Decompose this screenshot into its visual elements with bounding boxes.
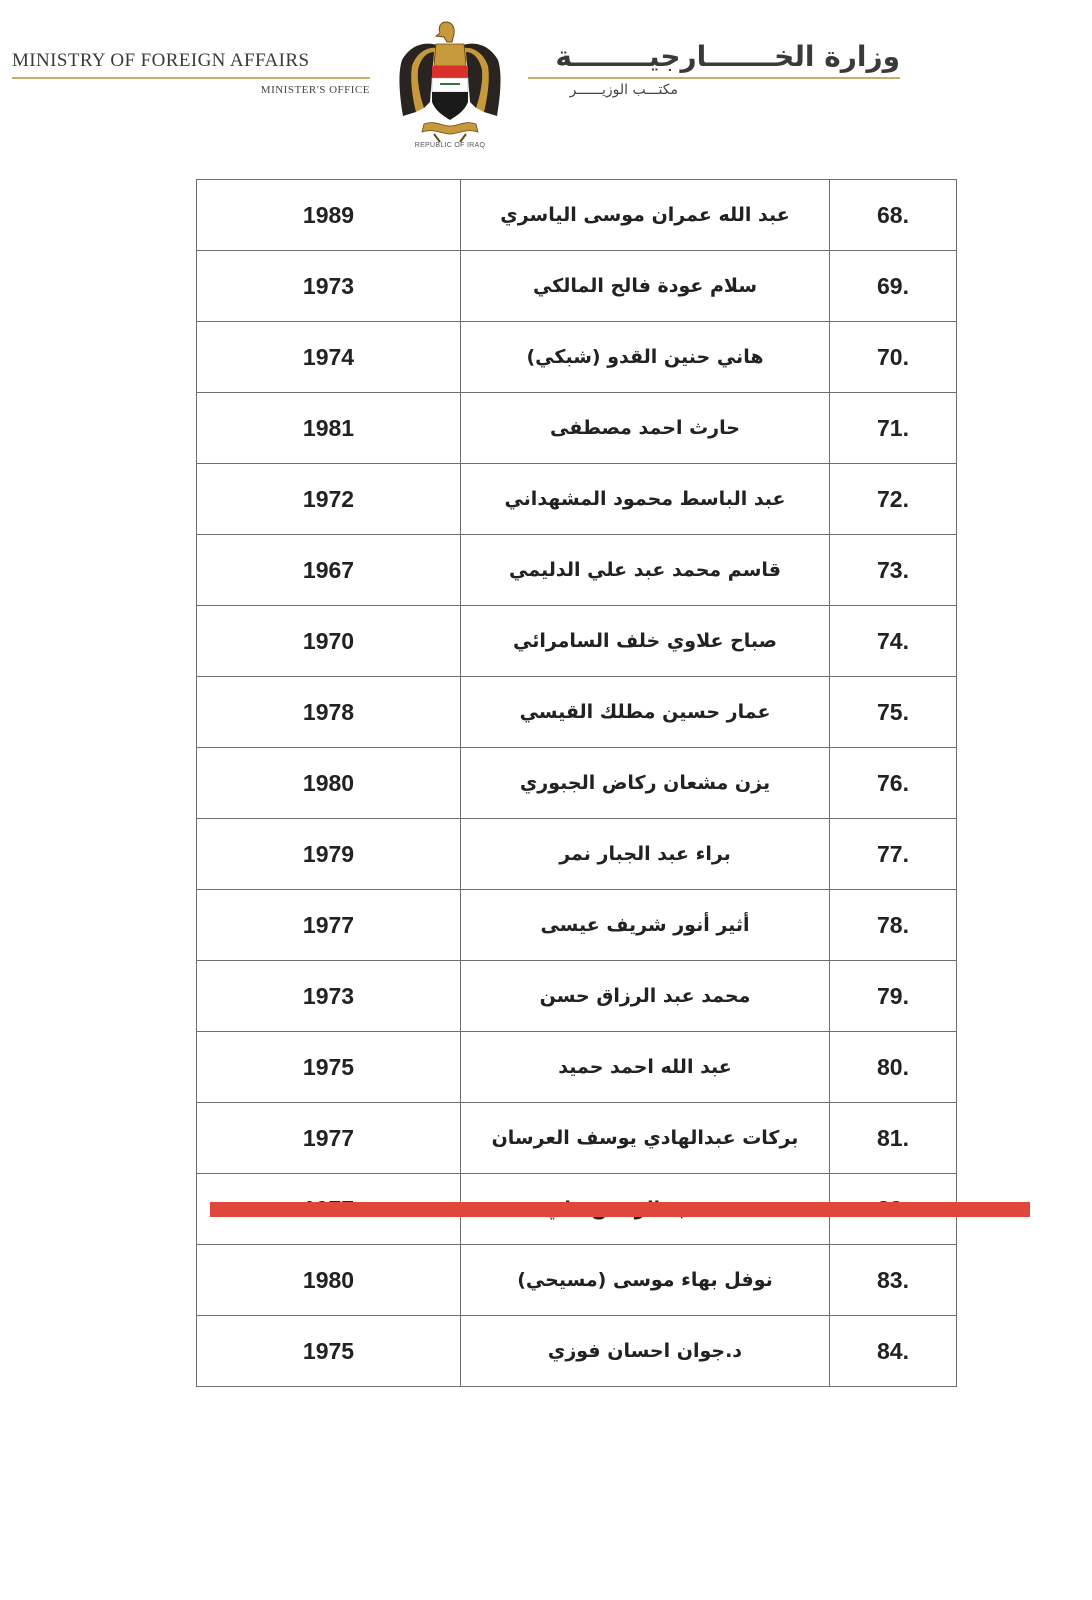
name-cell: عبد الله احمد حميد xyxy=(461,1032,830,1103)
birth-year-cell: 1972 xyxy=(197,464,461,535)
row-number-cell: 69. xyxy=(830,251,957,322)
row-number-cell: 78. xyxy=(830,890,957,961)
name-cell: نوفل بهاء موسى (مسيحي) xyxy=(461,1245,830,1316)
table-row xyxy=(197,748,957,819)
name-cell: حارث احمد مصطفى xyxy=(461,393,830,464)
table-row xyxy=(197,961,957,1032)
row-number-cell: 75. xyxy=(830,677,957,748)
iraq-eagle-emblem-icon xyxy=(394,16,506,158)
birth-year-cell: 1975 xyxy=(197,1032,461,1103)
name-cell: محمد عبد الرزاق حسن xyxy=(461,961,830,1032)
table-row xyxy=(197,1316,957,1387)
birth-year-cell: 1973 xyxy=(197,251,461,322)
row-number-cell: 81. xyxy=(830,1103,957,1174)
birth-year-cell: 1978 xyxy=(197,677,461,748)
birth-year-cell: 1974 xyxy=(197,322,461,393)
row-number-cell: 68. xyxy=(830,180,957,251)
emblem-caption: REPUBLIC OF IRAQ xyxy=(414,142,486,149)
name-cell: سلام عودة فالح المالكي xyxy=(461,251,830,322)
row-number-cell: 73. xyxy=(830,535,957,606)
table-row xyxy=(197,606,957,677)
name-cell: عبد الله عمران موسى الياسري xyxy=(461,180,830,251)
row-number-cell: 84. xyxy=(830,1316,957,1387)
table-row xyxy=(197,393,957,464)
birth-year-cell: 1979 xyxy=(197,819,461,890)
table-row xyxy=(197,890,957,961)
row-number-cell: 72. xyxy=(830,464,957,535)
table-row xyxy=(197,535,957,606)
red-highlight-line xyxy=(210,1202,1030,1217)
table-row xyxy=(197,180,957,251)
row-number-cell: 76. xyxy=(830,748,957,819)
name-cell: قاسم محمد عبد علي الدليمي xyxy=(461,535,830,606)
birth-year-cell: 1967 xyxy=(197,535,461,606)
table-row xyxy=(197,1245,957,1316)
table-row xyxy=(197,1103,957,1174)
table-row xyxy=(197,322,957,393)
birth-year-cell: 1970 xyxy=(197,606,461,677)
row-number-cell: 71. xyxy=(830,393,957,464)
name-cell: براء عبد الجبار نمر xyxy=(461,819,830,890)
birth-year-cell: 1977 xyxy=(197,890,461,961)
arabic-office-subtitle: مكتـــب الوزيــــــر xyxy=(569,82,678,98)
name-cell: عمار حسين مطلك القيسي xyxy=(461,677,830,748)
birth-year-cell: 1980 xyxy=(197,748,461,819)
name-cell: هاني حنين القدو (شبكي) xyxy=(461,322,830,393)
row-number-cell: 77. xyxy=(830,819,957,890)
arabic-ministry-title: وزارة الخـــــــارجيــــــــة xyxy=(555,40,900,73)
table-row xyxy=(197,1032,957,1103)
table-row xyxy=(197,819,957,890)
row-number-cell: 83. xyxy=(830,1245,957,1316)
table-row xyxy=(197,464,957,535)
table-row xyxy=(197,677,957,748)
row-number-cell: 70. xyxy=(830,322,957,393)
birth-year-cell: 1977 xyxy=(197,1103,461,1174)
name-cell: يزن مشعان ركاض الجبوري xyxy=(461,748,830,819)
name-cell: د.جوان احسان فوزي xyxy=(461,1316,830,1387)
english-office-subtitle: MINISTER'S OFFICE xyxy=(260,84,370,96)
name-cell: بركات عبدالهادي يوسف العرسان xyxy=(461,1103,830,1174)
birth-year-cell: 1980 xyxy=(197,1245,461,1316)
birth-year-cell: 1981 xyxy=(197,393,461,464)
row-number-cell: 80. xyxy=(830,1032,957,1103)
arabic-title-rule xyxy=(528,77,900,79)
name-cell: صباح علاوي خلف السامرائي xyxy=(461,606,830,677)
name-cell: عبد الباسط محمود المشهداني xyxy=(461,464,830,535)
birth-year-cell: 1975 xyxy=(197,1316,461,1387)
row-number-cell: 79. xyxy=(830,961,957,1032)
table-row xyxy=(197,251,957,322)
name-cell: أثير أنور شريف عيسى xyxy=(461,890,830,961)
english-title-rule xyxy=(12,77,370,79)
row-number-cell: 74. xyxy=(830,606,957,677)
english-ministry-title: MINISTRY OF FOREIGN AFFAIRS xyxy=(12,50,310,71)
birth-year-cell: 1973 xyxy=(197,961,461,1032)
birth-year-cell: 1989 xyxy=(197,180,461,251)
